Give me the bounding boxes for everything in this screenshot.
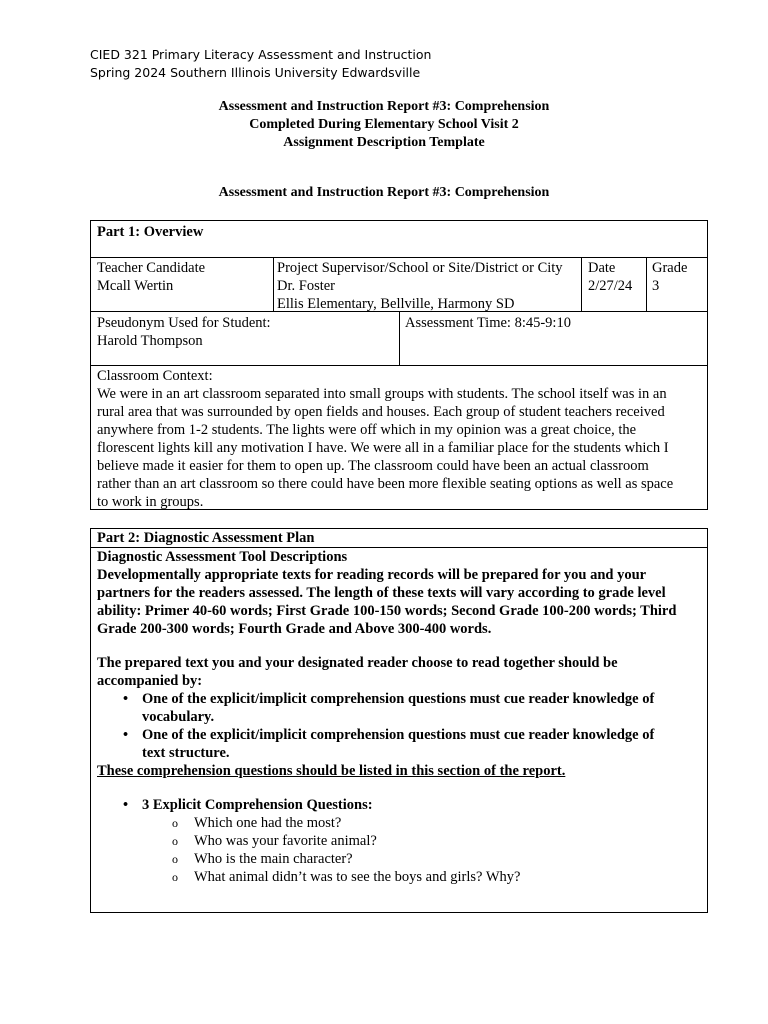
- bullet-icon: •: [123, 797, 129, 813]
- document-titles: [0, 98, 768, 152]
- title-line-1: Assessment and Instruction Report #3: Comprehension: [218, 99, 550, 114]
- question-text: Who was your favorite animal?: [194, 833, 377, 849]
- teacher-candidate-name: Mcall Wertin: [97, 278, 174, 294]
- bullet-text: One of the explicit/implicit comprehension questions must cue reader knowledge of: [142, 727, 655, 743]
- instruction-line: accompanied by:: [97, 673, 203, 689]
- bullet-item: [97, 690, 703, 726]
- description-line: partners for the readers assessed. The length of these texts will vary according to grade level: [97, 585, 666, 601]
- divider: [273, 257, 274, 311]
- teacher-candidate-cell: [97, 259, 205, 295]
- question-item: [97, 850, 703, 868]
- divider: [91, 365, 707, 366]
- description-line: Grade 200-300 words; Fourth Grade and Above 300-400 words.: [97, 621, 492, 637]
- underlined-note: These comprehension questions should be listed in this section of the report.: [97, 763, 566, 779]
- course-term: Spring 2024 Southern Illinois University Edwardsville: [90, 65, 421, 80]
- question-item: [97, 832, 703, 850]
- description-line: ability: Primer 40-60 words; First Grade 100-150 words; Second Grade 100-200 words; Third: [97, 603, 677, 619]
- pseudonym-cell: [97, 314, 271, 350]
- report-title: Assessment and Instruction Report #3: Comprehension: [218, 185, 550, 200]
- bullet-text: text structure.: [142, 745, 230, 761]
- pseudonym-label: Pseudonym Used for Student:: [97, 315, 271, 331]
- supervisor-name: Dr. Foster: [277, 278, 335, 294]
- date-label: Date: [588, 260, 616, 276]
- bullet-text: vocabulary.: [142, 709, 215, 725]
- classroom-context-cell: [97, 367, 703, 511]
- grade-label: Grade: [652, 260, 688, 276]
- date-value: 2/27/24: [588, 278, 633, 294]
- classroom-context-line: believe made it easier for them to open up. The classroom could have been an actual classroom: [97, 458, 649, 474]
- grade-cell: [652, 259, 687, 295]
- divider: [581, 257, 582, 311]
- classroom-context-line: rural area that was surrounded by open fields and houses. Each group of student teachers received: [97, 404, 665, 420]
- school-name: Ellis Elementary, Bellville, Harmony SD: [277, 296, 515, 312]
- bullet-icon: •: [123, 727, 129, 743]
- bullet-text: 3 Explicit Comprehension Questions:: [142, 797, 373, 813]
- assessment-time: Assessment Time: 8:45-9:10: [405, 315, 571, 331]
- instruction-line: The prepared text you and your designated reader choose to read together should be: [97, 655, 618, 671]
- part2-body: [97, 548, 703, 886]
- pseudonym-value: Harold Thompson: [97, 333, 203, 349]
- date-cell: [588, 259, 632, 295]
- divider: [91, 257, 707, 258]
- supervisor-cell: [277, 259, 563, 313]
- classroom-context-line: rather than an art classroom so there could have been more flexible seating options as well as space: [97, 476, 674, 492]
- title-line-2: Completed During Elementary School Visit 2: [249, 117, 519, 132]
- course-header: [90, 46, 431, 82]
- divider: [399, 311, 400, 365]
- description-line: Developmentally appropriate texts for reading records will be prepared for you and your: [97, 567, 647, 583]
- supervisor-label: Project Supervisor/School or Site/District or City: [277, 260, 563, 276]
- circle-bullet-icon: o: [172, 816, 178, 830]
- course-title: CIED 321 Primary Literacy Assessment and Instruction: [90, 47, 432, 62]
- circle-bullet-icon: o: [172, 870, 178, 884]
- circle-bullet-icon: o: [172, 834, 178, 848]
- part2-heading: Part 2: Diagnostic Assessment Plan: [97, 530, 315, 546]
- part1-heading: Part 1: Overview: [97, 224, 204, 240]
- part1-overview-table: [90, 220, 708, 510]
- divider: [646, 257, 647, 311]
- question-text: What animal didn’t was to see the boys and girls? Why?: [194, 869, 521, 885]
- classroom-context-line: anywhere from 1-2 students. The lights were off which in my opinion was a great choice, the: [97, 422, 637, 438]
- question-item: [97, 814, 703, 832]
- circle-bullet-icon: o: [172, 852, 178, 866]
- bullet-icon: •: [123, 691, 129, 707]
- teacher-candidate-label: Teacher Candidate: [97, 260, 206, 276]
- classroom-context-line: florescent lights kill any motivation I have. We were all in a familiar place for the students which I: [97, 440, 669, 456]
- grade-value: 3: [652, 278, 660, 294]
- classroom-context-label: Classroom Context:: [97, 368, 213, 384]
- classroom-context-line: to work in groups.: [97, 494, 204, 510]
- question-item: [97, 868, 703, 886]
- classroom-context-line: We were in an art classroom separated into small groups with students. The school itself was in an: [97, 386, 667, 402]
- tool-descriptions-heading: Diagnostic Assessment Tool Descriptions: [97, 549, 348, 565]
- part2-diagnostic-table: [90, 528, 708, 913]
- explicit-questions-heading: [97, 796, 703, 814]
- bullet-text: One of the explicit/implicit comprehension questions must cue reader knowledge of: [142, 691, 655, 707]
- question-text: Who is the main character?: [194, 851, 353, 867]
- question-text: Which one had the most?: [194, 815, 342, 831]
- title-line-3: Assignment Description Template: [283, 135, 485, 150]
- bullet-item: [97, 726, 703, 762]
